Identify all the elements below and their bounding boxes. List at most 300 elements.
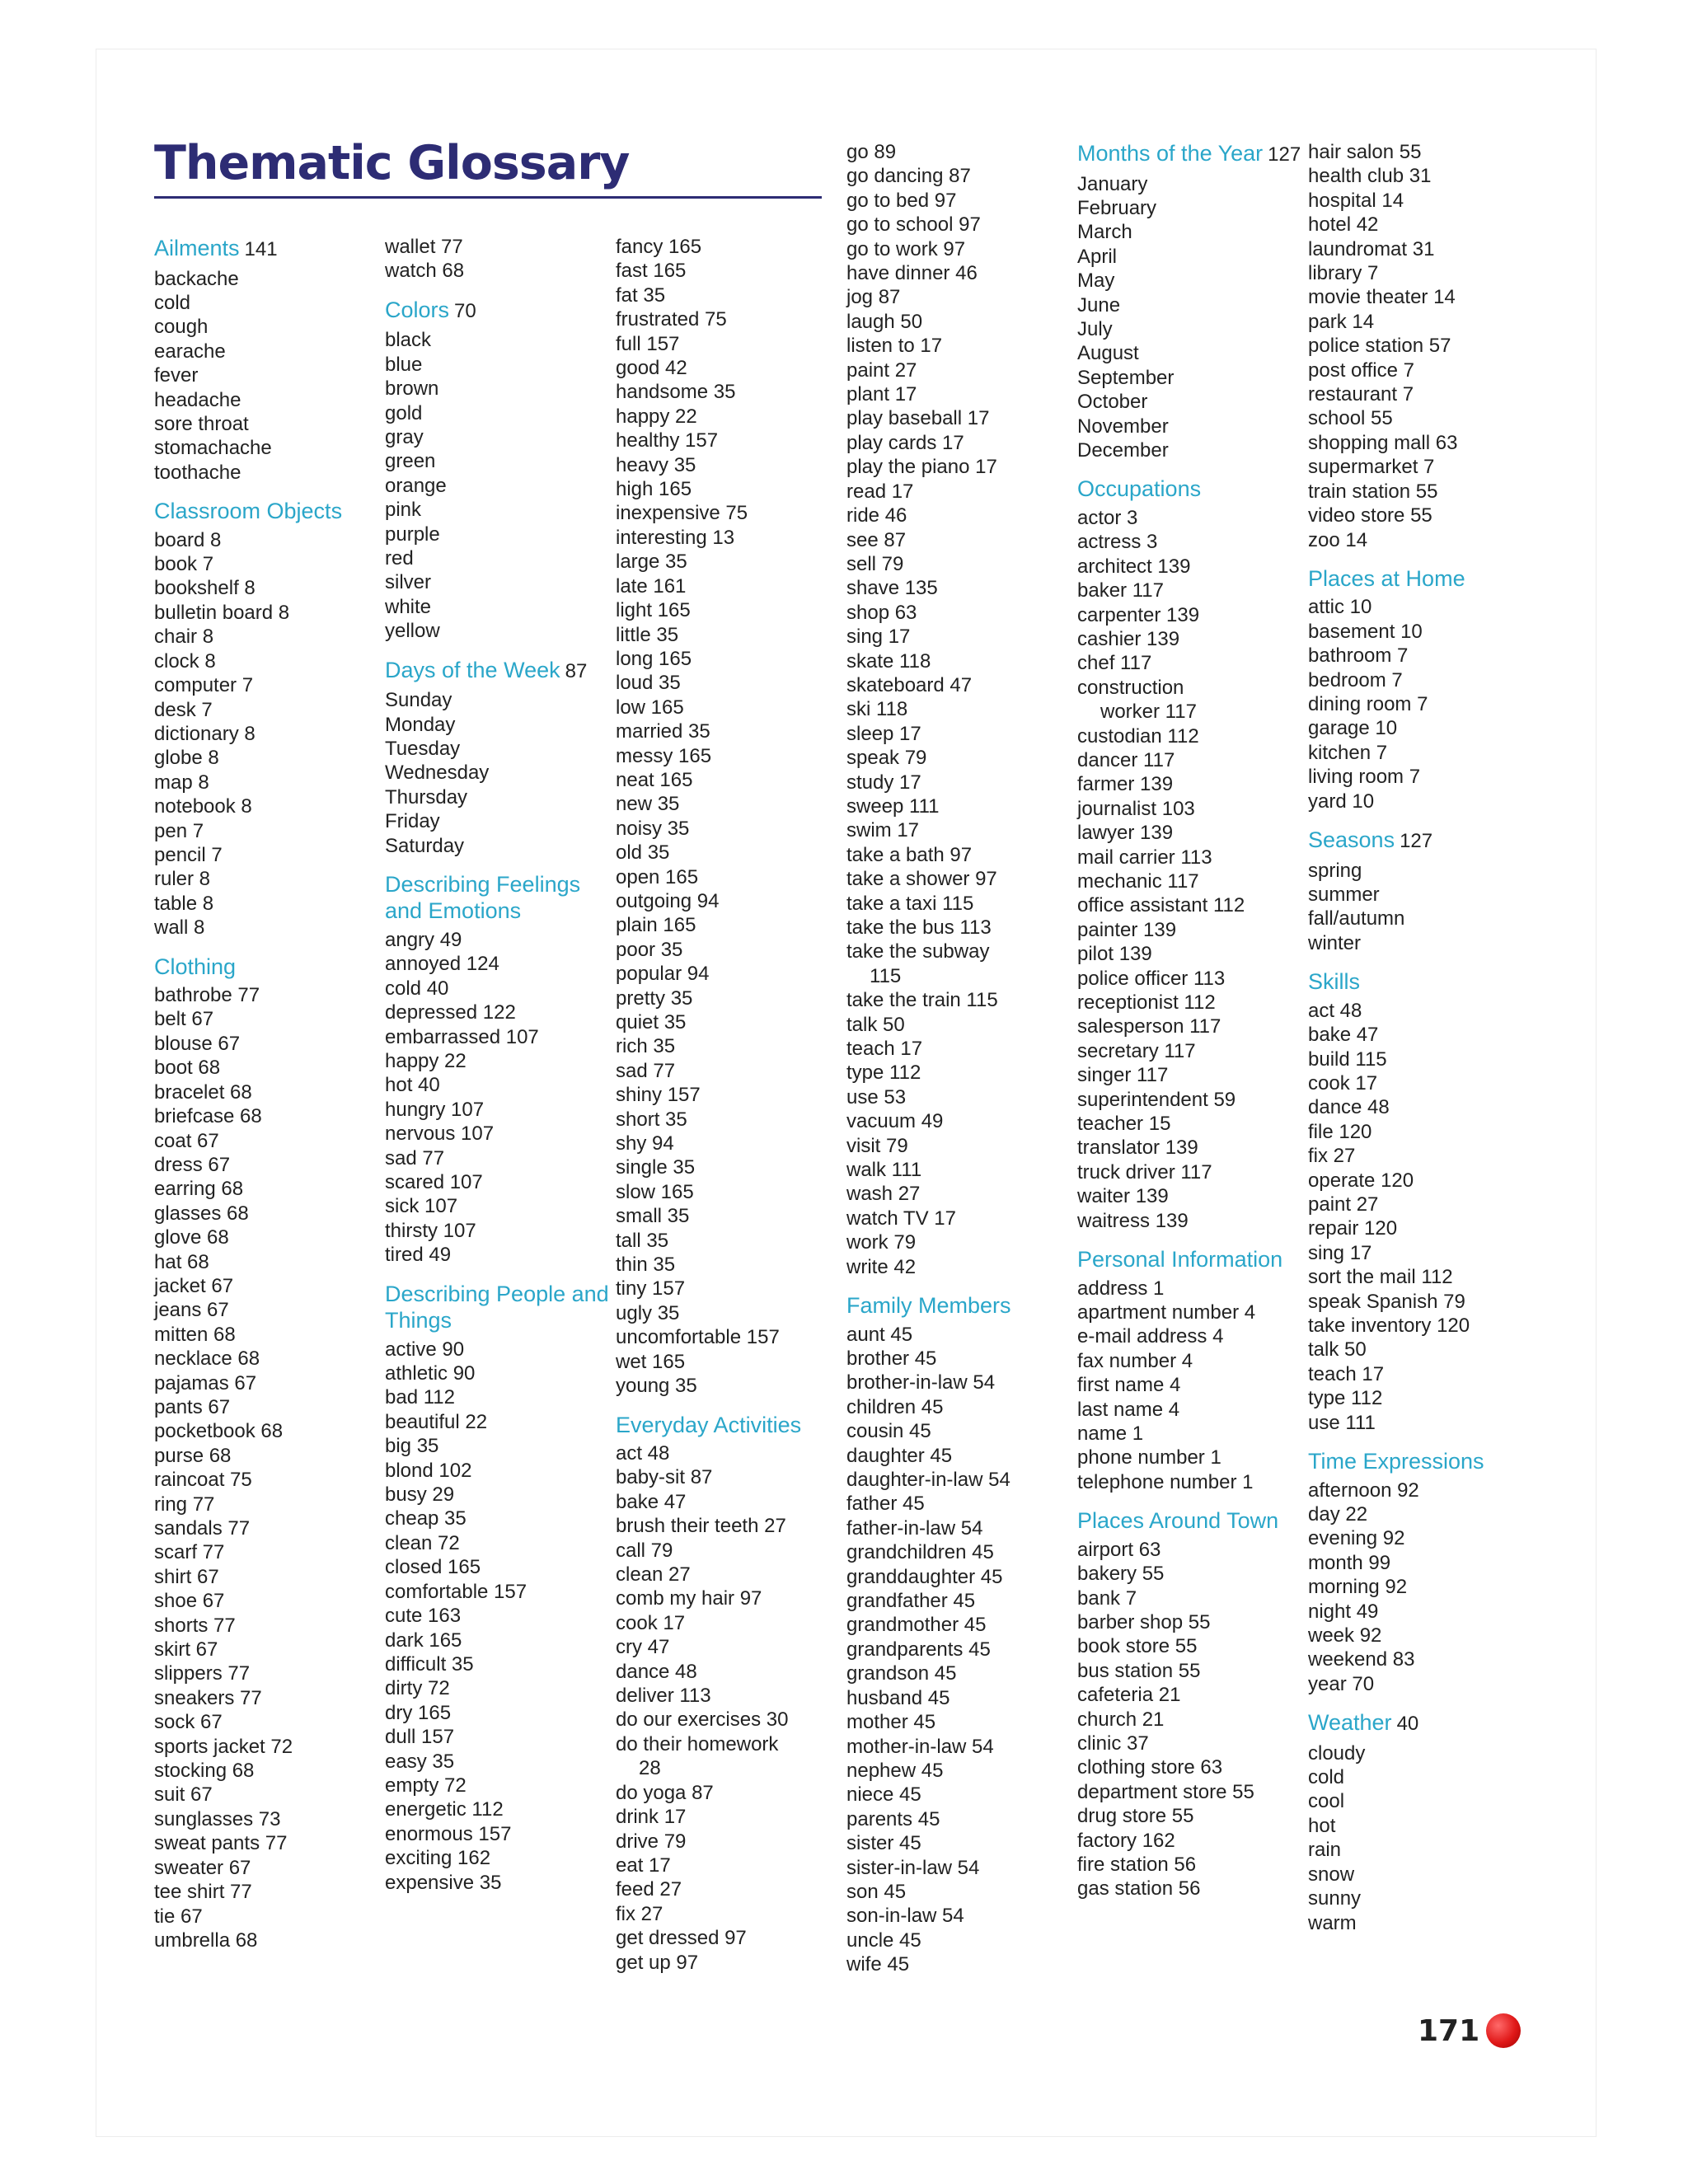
glossary-entry: brown xyxy=(385,377,439,401)
glossary-entry: sister 45 xyxy=(846,1832,921,1855)
glossary-entry: police station 57 xyxy=(1308,335,1451,358)
glossary-entry: do our exercises 30 xyxy=(616,1708,789,1732)
glossary-entry: father 45 xyxy=(846,1493,925,1516)
glossary-entry: desk 7 xyxy=(154,698,213,721)
category-heading xyxy=(616,1412,848,1439)
glossary-entry: energetic 112 xyxy=(385,1798,504,1821)
glossary-entry: gold xyxy=(385,401,423,424)
glossary-entry: clock 8 xyxy=(154,649,216,673)
glossary-entry: drug store 55 xyxy=(1077,1805,1194,1828)
glossary-entry: speak Spanish 79 xyxy=(1308,1290,1465,1313)
glossary-entry: week 92 xyxy=(1308,1624,1382,1647)
glossary-entry: green xyxy=(385,450,436,473)
glossary-entry: skirt 67 xyxy=(154,1638,218,1661)
glossary-entry: build 115 xyxy=(1308,1047,1387,1071)
glossary-entry: glove 68 xyxy=(154,1226,229,1249)
glossary-entry: carpenter 139 xyxy=(1077,603,1200,626)
glossary-entry: thirsty 107 xyxy=(385,1219,476,1242)
category-heading xyxy=(1077,140,1310,169)
glossary-entry: fever xyxy=(154,364,199,387)
glossary-entry: bakery 55 xyxy=(1077,1563,1165,1586)
glossary-entry: low 165 xyxy=(616,696,684,719)
glossary-column-6 xyxy=(1308,140,1540,1935)
glossary-entry: dining room 7 xyxy=(1308,693,1428,716)
category-heading xyxy=(154,954,387,981)
glossary-entry: take the train 115 xyxy=(846,989,998,1012)
glossary-entry: fall/autumn xyxy=(1308,907,1405,930)
glossary-entry: talk 50 xyxy=(1308,1338,1367,1361)
glossary-entry: Wednesday xyxy=(385,762,490,785)
glossary-entry: school 55 xyxy=(1308,407,1393,430)
glossary-entry: frustrated 75 xyxy=(616,308,727,331)
glossary-entry: black xyxy=(385,329,432,352)
glossary-entry: scared 107 xyxy=(385,1171,483,1193)
glossary-entry: actor 3 xyxy=(1077,506,1138,529)
glossary-entry: empty 72 xyxy=(385,1774,467,1797)
glossary-entry: hat 68 xyxy=(154,1250,209,1273)
glossary-entry: sweat pants 77 xyxy=(154,1832,288,1855)
glossary-entry: clean 72 xyxy=(385,1531,460,1554)
glossary-entry: worker 117 xyxy=(1100,701,1197,724)
glossary-entry: computer 7 xyxy=(154,674,254,697)
glossary-entry: afternoon 92 xyxy=(1308,1479,1419,1502)
glossary-entry: sports jacket 72 xyxy=(154,1735,293,1758)
glossary-entry: nephew 45 xyxy=(846,1759,944,1782)
glossary-entry: work 79 xyxy=(846,1231,917,1254)
glossary-entry: hot 40 xyxy=(385,1074,440,1097)
page-title: Thematic Glossary xyxy=(154,136,630,190)
glossary-entry: enormous 157 xyxy=(385,1822,512,1845)
glossary-entry: teach 17 xyxy=(846,1038,923,1061)
category-page-ref: 40 xyxy=(1396,1713,1419,1736)
glossary-entry: grandson 45 xyxy=(846,1662,957,1685)
glossary-entry: tired 49 xyxy=(385,1244,452,1267)
glossary-entry: talk 50 xyxy=(846,1013,905,1036)
glossary-entry: notebook 8 xyxy=(154,795,252,818)
glossary-entry: full 157 xyxy=(616,332,680,355)
glossary-entry: ride 46 xyxy=(846,504,907,527)
glossary-entry: salesperson 117 xyxy=(1077,1015,1221,1038)
glossary-entry: shiny 157 xyxy=(616,1084,701,1107)
glossary-entry: hotel 42 xyxy=(1308,213,1379,237)
glossary-entry: bank 7 xyxy=(1077,1586,1137,1610)
glossary-entry: jacket 67 xyxy=(154,1274,234,1297)
glossary-entry: laundromat 31 xyxy=(1308,237,1435,260)
glossary-entry: belt 67 xyxy=(154,1008,214,1031)
glossary-entry: wife 45 xyxy=(846,1953,910,1976)
glossary-entry: sick 107 xyxy=(385,1195,458,1218)
glossary-entry: telephone number 1 xyxy=(1077,1470,1254,1493)
glossary-entry: book 7 xyxy=(154,553,214,576)
glossary-entry: noisy 35 xyxy=(616,817,690,840)
category-title: Ailments xyxy=(154,236,240,260)
glossary-entry: messy 165 xyxy=(616,744,712,767)
glossary-entry: sing 17 xyxy=(1308,1241,1372,1264)
glossary-entry: scarf 77 xyxy=(154,1541,225,1564)
glossary-entry: skate 118 xyxy=(846,649,931,673)
glossary-entry: late 161 xyxy=(616,574,687,598)
glossary-entry: pink xyxy=(385,499,422,522)
glossary-entry: athletic 90 xyxy=(385,1362,476,1385)
glossary-entry: September xyxy=(1077,366,1175,389)
glossary-entry: police officer 113 xyxy=(1077,967,1226,990)
glossary-entry: tall 35 xyxy=(616,1229,669,1252)
glossary-entry: last name 4 xyxy=(1077,1398,1180,1421)
glossary-entry: annoyed 124 xyxy=(385,953,499,976)
glossary-entry: go dancing 87 xyxy=(846,165,971,188)
glossary-entry: sweater 67 xyxy=(154,1856,251,1879)
category-page-ref: 141 xyxy=(244,238,278,260)
glossary-entry: headache xyxy=(154,388,241,411)
page-number-block xyxy=(1418,2013,1521,2048)
glossary-entry: cold xyxy=(1308,1766,1345,1789)
glossary-entry: singer 117 xyxy=(1077,1064,1169,1087)
glossary-entry: active 90 xyxy=(385,1338,465,1361)
glossary-entry: May xyxy=(1077,269,1115,293)
category-title: Skills xyxy=(1308,969,1361,995)
glossary-entry: truck driver 117 xyxy=(1077,1160,1212,1183)
glossary-entry: mother-in-law 54 xyxy=(846,1735,994,1758)
glossary-entry: cousin 45 xyxy=(846,1420,931,1443)
glossary-entry: repair 120 xyxy=(1308,1217,1398,1240)
glossary-entry: beautiful 22 xyxy=(385,1410,488,1433)
glossary-entry: library 7 xyxy=(1308,262,1379,285)
glossary-entry: little 35 xyxy=(616,623,679,646)
glossary-entry: October xyxy=(1077,391,1148,414)
glossary-entry: drive 79 xyxy=(616,1830,687,1853)
glossary-entry: comfortable 157 xyxy=(385,1580,528,1603)
glossary-entry: son-in-law 54 xyxy=(846,1905,964,1928)
glossary-entry: type 112 xyxy=(846,1062,921,1085)
glossary-entry: poor 35 xyxy=(616,938,683,961)
category-heading xyxy=(1077,1246,1310,1273)
glossary-entry: skateboard 47 xyxy=(846,673,973,696)
glossary-entry: pen 7 xyxy=(154,819,204,842)
glossary-entry: go to school 97 xyxy=(846,213,981,237)
glossary-entry: farmer 139 xyxy=(1077,773,1174,796)
glossary-column-5 xyxy=(1077,140,1310,1901)
glossary-entry: construction xyxy=(1077,676,1184,699)
glossary-entry: shirt 67 xyxy=(154,1565,219,1588)
glossary-entry: grandparents 45 xyxy=(846,1638,991,1661)
glossary-entry: dry 165 xyxy=(385,1701,452,1724)
glossary-entry: health club 31 xyxy=(1308,165,1432,188)
glossary-entry: sad 77 xyxy=(616,1059,676,1082)
glossary-entry: hair salon 55 xyxy=(1308,141,1422,163)
glossary-entry: board 8 xyxy=(154,528,222,551)
category-title: Describing Feelings and Emotions xyxy=(385,871,581,924)
glossary-entry: winter xyxy=(1308,931,1362,954)
glossary-entry: gray xyxy=(385,425,424,448)
glossary-entry: department store 55 xyxy=(1077,1780,1254,1803)
glossary-entry: cloudy xyxy=(1308,1741,1366,1765)
glossary-entry: grandmother 45 xyxy=(846,1614,987,1637)
glossary-entry: first name 4 xyxy=(1077,1374,1181,1397)
glossary-entry: neat 165 xyxy=(616,768,693,791)
glossary-entry: factory 162 xyxy=(1077,1829,1175,1852)
title-underline xyxy=(154,196,822,199)
glossary-entry: call 79 xyxy=(616,1539,673,1562)
glossary-entry: take the bus 113 xyxy=(846,916,992,939)
glossary-entry: architect 139 xyxy=(1077,555,1191,578)
glossary-entry: mail carrier 113 xyxy=(1077,846,1212,869)
glossary-entry: bookshelf 8 xyxy=(154,577,256,600)
glossary-entry: cold 40 xyxy=(385,977,449,1000)
glossary-entry: dark 165 xyxy=(385,1629,462,1652)
glossary-entry: brother 45 xyxy=(846,1347,937,1370)
glossary-entry: fancy 165 xyxy=(616,236,702,258)
glossary-entry: embarrassed 107 xyxy=(385,1025,539,1048)
glossary-column-1 xyxy=(154,235,387,1952)
glossary-entry: pocketbook 68 xyxy=(154,1420,284,1443)
glossary-entry: March xyxy=(1077,221,1132,244)
glossary-entry: cheap 35 xyxy=(385,1507,467,1530)
glossary-entry: church 21 xyxy=(1077,1708,1165,1731)
glossary-entry: operate 120 xyxy=(1308,1169,1414,1192)
glossary-entry: watch TV 17 xyxy=(846,1207,956,1230)
glossary-column-3 xyxy=(616,235,848,1975)
category-heading xyxy=(1077,476,1310,503)
glossary-entry: bathrobe 77 xyxy=(154,984,260,1007)
glossary-entry: difficult 35 xyxy=(385,1652,474,1675)
glossary-entry: eat 17 xyxy=(616,1854,671,1877)
glossary-entry: daughter-in-law 54 xyxy=(846,1469,1010,1492)
glossary-entry: receptionist 112 xyxy=(1077,991,1216,1014)
category-title: Classroom Objects xyxy=(154,499,343,524)
glossary-entry: grandchildren 45 xyxy=(846,1541,994,1564)
glossary-entry: son 45 xyxy=(846,1880,907,1903)
glossary-entry: shopping mall 63 xyxy=(1308,431,1458,454)
glossary-entry: book store 55 xyxy=(1077,1635,1198,1658)
glossary-entry: slow 165 xyxy=(616,1180,694,1203)
glossary-entry: take a taxi 115 xyxy=(846,892,974,915)
glossary-entry: cry 47 xyxy=(616,1636,670,1659)
glossary-entry: sad 77 xyxy=(385,1146,445,1169)
glossary-entry: uncomfortable 157 xyxy=(616,1326,780,1349)
glossary-entry: cute 163 xyxy=(385,1605,462,1628)
glossary-column-4 xyxy=(846,140,1079,1977)
glossary-entry: jeans 67 xyxy=(154,1299,229,1322)
glossary-entry: Monday xyxy=(385,713,456,736)
glossary-entry: bathroom 7 xyxy=(1308,644,1409,668)
glossary-entry: July xyxy=(1077,317,1113,340)
glossary-entry: bake 47 xyxy=(616,1490,687,1513)
glossary-entry: zoo 14 xyxy=(1308,528,1368,551)
category-title: Weather xyxy=(1308,1710,1392,1736)
glossary-entry: wallet 77 xyxy=(385,236,463,258)
glossary-entry: use 111 xyxy=(1308,1411,1376,1434)
glossary-entry: weekend 83 xyxy=(1308,1648,1415,1671)
glossary-entry: play the piano 17 xyxy=(846,456,997,479)
glossary-entry: year 70 xyxy=(1308,1672,1375,1695)
category-heading xyxy=(1308,827,1540,855)
page-number: 171 xyxy=(1418,2013,1480,2048)
glossary-entry: lawyer 139 xyxy=(1077,822,1174,845)
glossary-entry: good 42 xyxy=(616,357,687,380)
glossary-entry: suit 67 xyxy=(154,1783,213,1807)
glossary-entry: parents 45 xyxy=(846,1807,940,1830)
glossary-entry: glasses 68 xyxy=(154,1202,249,1225)
glossary-entry: December xyxy=(1077,438,1169,462)
category-title: Personal Information xyxy=(1077,1247,1283,1272)
glossary-entry: go 89 xyxy=(846,141,897,163)
glossary-entry: sore throat xyxy=(154,412,249,435)
glossary-entry: paint 27 xyxy=(846,359,917,382)
glossary-entry: shop 63 xyxy=(846,601,917,624)
glossary-entry: large 35 xyxy=(616,551,687,574)
glossary-entry: old 35 xyxy=(616,841,670,865)
glossary-entry: use 53 xyxy=(846,1085,907,1108)
glossary-entry: name 1 xyxy=(1077,1422,1144,1445)
glossary-entry: coat 67 xyxy=(154,1129,219,1152)
glossary-entry: sunglasses 73 xyxy=(154,1807,281,1830)
glossary-entry: bad 112 xyxy=(385,1386,455,1409)
glossary-entry: ring 77 xyxy=(154,1493,215,1516)
glossary-entry: get up 97 xyxy=(616,1951,699,1974)
glossary-entry: young 35 xyxy=(616,1375,697,1398)
glossary-entry: fix 27 xyxy=(1308,1145,1356,1168)
glossary-entry: waitress 139 xyxy=(1077,1209,1189,1232)
glossary-entry: map 8 xyxy=(154,771,209,794)
glossary-entry: long 165 xyxy=(616,647,692,670)
glossary-entry: fax number 4 xyxy=(1077,1349,1193,1372)
category-heading xyxy=(1308,1709,1540,1738)
glossary-entry: boot 68 xyxy=(154,1057,221,1080)
glossary-entry: take the subway xyxy=(846,940,990,963)
glossary-entry: nervous 107 xyxy=(385,1122,495,1146)
category-title: Seasons xyxy=(1308,827,1395,853)
glossary-entry: teacher 15 xyxy=(1077,1113,1171,1136)
glossary-entry: spring xyxy=(1308,859,1362,882)
glossary-entry: see 87 xyxy=(846,528,907,551)
glossary-entry: night 49 xyxy=(1308,1600,1379,1623)
glossary-entry: supermarket 7 xyxy=(1308,456,1435,479)
glossary-entry: plant 17 xyxy=(846,383,917,406)
glossary-entry: brush their teeth 27 xyxy=(616,1515,786,1538)
glossary-entry: do yoga 87 xyxy=(616,1781,714,1804)
glossary-entry: mother 45 xyxy=(846,1711,936,1734)
category-title: Describing People and Things xyxy=(385,1281,609,1333)
category-heading xyxy=(1308,968,1540,996)
glossary-entry: take a shower 97 xyxy=(846,868,997,891)
category-heading xyxy=(1308,565,1540,593)
glossary-entry: white xyxy=(385,595,432,618)
glossary-entry: baby-sit 87 xyxy=(616,1466,713,1489)
glossary-entry: clinic 37 xyxy=(1077,1732,1149,1755)
glossary-entry: shoe 67 xyxy=(154,1590,225,1613)
glossary-entry: purple xyxy=(385,523,440,546)
glossary-entry: sandals 77 xyxy=(154,1517,251,1540)
glossary-entry: grandfather 45 xyxy=(846,1590,976,1613)
glossary-entry: happy 22 xyxy=(385,1049,467,1072)
glossary-entry: stocking 68 xyxy=(154,1760,255,1783)
glossary-entry: painter 139 xyxy=(1077,918,1177,941)
glossary-entry: orange xyxy=(385,474,447,497)
glossary-entry: post office 7 xyxy=(1308,359,1414,382)
glossary-entry: e-mail address 4 xyxy=(1077,1325,1224,1348)
category-page-ref: 70 xyxy=(454,299,476,322)
glossary-entry: daughter 45 xyxy=(846,1444,953,1467)
glossary-entry: play cards 17 xyxy=(846,431,964,454)
glossary-entry: evening 92 xyxy=(1308,1527,1405,1550)
glossary-entry: teach 17 xyxy=(1308,1362,1385,1385)
glossary-entry: dictionary 8 xyxy=(154,722,256,745)
glossary-entry: type 112 xyxy=(1308,1387,1383,1410)
glossary-entry: cook 17 xyxy=(616,1611,686,1634)
category-heading xyxy=(154,235,387,264)
glossary-entry: slippers 77 xyxy=(154,1662,251,1685)
glossary-entry: wash 27 xyxy=(846,1183,921,1206)
glossary-entry: loud 35 xyxy=(616,672,681,695)
glossary-entry: listen to 17 xyxy=(846,335,943,358)
glossary-entry: file 120 xyxy=(1308,1120,1372,1143)
glossary-entry: purse 68 xyxy=(154,1444,232,1467)
glossary-entry: 115 xyxy=(870,964,902,987)
glossary-entry: cold xyxy=(154,291,191,314)
glossary-entry: Sunday xyxy=(385,689,452,712)
glossary-entry: apartment number 4 xyxy=(1077,1301,1256,1324)
glossary-column-2 xyxy=(385,235,617,1895)
glossary-entry: blond 102 xyxy=(385,1459,472,1482)
glossary-entry: thin 35 xyxy=(616,1254,676,1277)
category-title: Months of the Year xyxy=(1077,141,1264,166)
glossary-entry: fat 35 xyxy=(616,284,666,307)
glossary-entry: sell 79 xyxy=(846,552,904,575)
glossary-entry: watch 68 xyxy=(385,260,465,283)
glossary-entry: fast 165 xyxy=(616,260,687,283)
glossary-entry: act 48 xyxy=(616,1442,670,1465)
glossary-entry: raincoat 75 xyxy=(154,1469,252,1492)
glossary-entry: day 22 xyxy=(1308,1502,1368,1526)
glossary-entry: hot xyxy=(1308,1814,1336,1837)
glossary-entry: play baseball 17 xyxy=(846,407,990,430)
glossary-entry: sunny xyxy=(1308,1887,1362,1910)
glossary-entry: blue xyxy=(385,353,423,376)
glossary-entry: wet 165 xyxy=(616,1350,686,1373)
glossary-entry: exciting 162 xyxy=(385,1847,491,1870)
glossary-entry: baker 117 xyxy=(1077,579,1164,602)
glossary-entry: living room 7 xyxy=(1308,766,1421,789)
glossary-entry: granddaughter 45 xyxy=(846,1565,1003,1588)
category-heading xyxy=(1308,1448,1540,1475)
red-dot-icon xyxy=(1486,2013,1521,2048)
glossary-entry: angry 49 xyxy=(385,928,462,951)
glossary-entry: superintendent 59 xyxy=(1077,1088,1236,1111)
glossary-entry: children 45 xyxy=(846,1395,944,1418)
glossary-entry: warm xyxy=(1308,1911,1357,1934)
glossary-entry: aunt 45 xyxy=(846,1323,913,1346)
glossary-entry: laugh 50 xyxy=(846,310,923,333)
glossary-entry: Saturday xyxy=(385,834,465,857)
glossary-entry: dirty 72 xyxy=(385,1677,450,1700)
glossary-entry: outgoing 94 xyxy=(616,889,720,912)
glossary-entry: rain xyxy=(1308,1839,1342,1862)
glossary-entry: sort the mail 112 xyxy=(1308,1266,1453,1289)
glossary-entry: June xyxy=(1077,293,1121,316)
category-title: Colors xyxy=(385,297,450,322)
glossary-entry: April xyxy=(1077,245,1118,268)
glossary-entry: niece 45 xyxy=(846,1783,921,1807)
category-title: Places Around Town xyxy=(1077,1508,1279,1534)
glossary-entry: quiet 35 xyxy=(616,1011,687,1033)
glossary-entry: November xyxy=(1077,415,1169,438)
glossary-entry: go to work 97 xyxy=(846,237,966,260)
glossary-entry: bulletin board 8 xyxy=(154,601,290,624)
glossary-entry: chair 8 xyxy=(154,626,214,649)
glossary-entry: small 35 xyxy=(616,1205,690,1228)
glossary-entry: drink 17 xyxy=(616,1806,687,1829)
glossary-entry: video store 55 xyxy=(1308,504,1432,527)
